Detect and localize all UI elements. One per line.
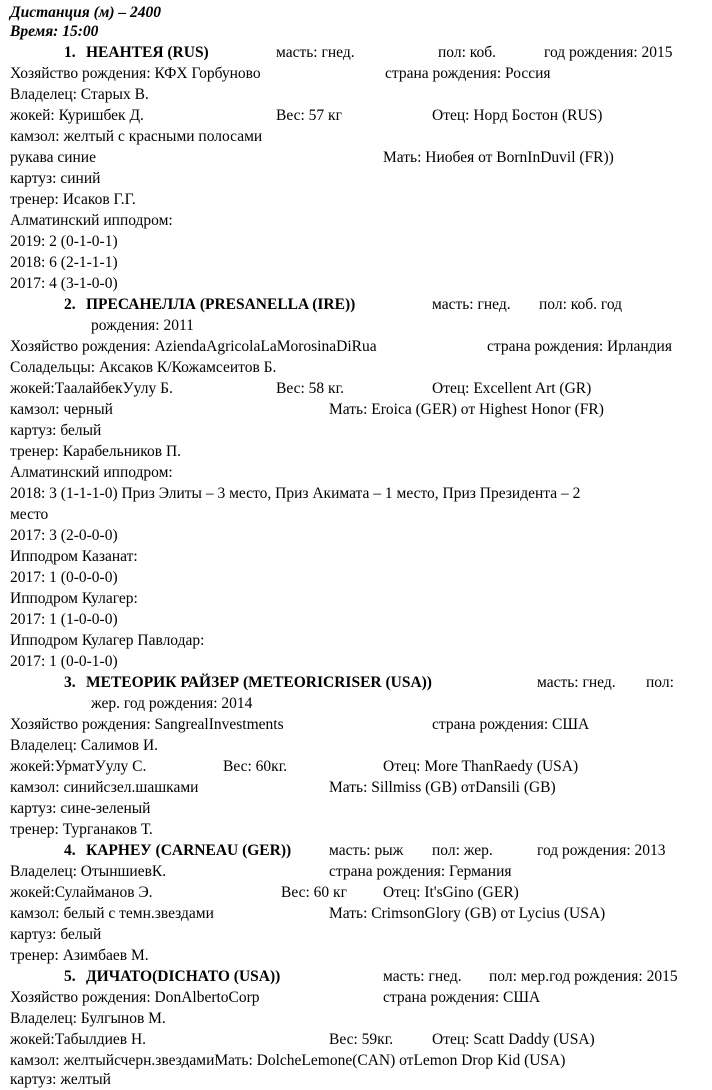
horse-number: 2.	[64, 296, 76, 313]
trainer: тренер: Исаков Г.Г.	[10, 191, 136, 208]
horse-sex-year: пол: коб. год	[539, 296, 623, 313]
season-record: 2017: 4 (3-1-0-0)	[10, 275, 118, 292]
trainer: тренер: Азимбаев М.	[10, 947, 149, 964]
trainer: тренер: Карабельников П.	[10, 443, 182, 460]
sire: Отец: Scatt Daddy (USA)	[432, 1031, 595, 1048]
jockey: жокей:ТаалайбекУулу Б.	[10, 380, 173, 397]
owner: Владелец: Булгынов М.	[10, 1010, 166, 1027]
dam: Мать: CrimsonGlory (GB) от Lycius (USA)	[329, 905, 606, 922]
jacket-colors: камзол: белый с темн.звездами	[10, 905, 214, 922]
horse-title	[64, 672, 432, 693]
sire: Отец: It'sGino (GER)	[383, 884, 519, 901]
season-record: 2018: 6 (2-1-1-1)	[10, 254, 118, 271]
dam: Мать: Ниобея от BornInDuvil (FR))	[383, 149, 614, 166]
owner: Владелец: Старых В.	[10, 86, 149, 103]
season-record: 2017: 1 (1-0-0-0)	[10, 611, 118, 628]
cap-color: картуз: желтый	[10, 1071, 111, 1088]
cap-color: картуз: белый	[10, 926, 102, 943]
cap-color: картуз: белый	[10, 422, 102, 439]
track-name: Алматинский ипподром:	[10, 464, 173, 481]
dam: Мать: Sillmiss (GB) отDansili (GB)	[329, 779, 556, 796]
horse-title	[64, 840, 291, 861]
season-record: 2017: 1 (0-0-1-0)	[10, 653, 118, 670]
breeding-farm: Хозяйство рождения: DonAlbertoCorp	[10, 989, 260, 1006]
birth-country: страна рождения: Россия	[385, 65, 551, 82]
horse-birth-year: рождения: 2011	[91, 317, 194, 334]
start-time-heading: Время: 15:00	[10, 23, 99, 40]
horse-number: 1.	[64, 44, 76, 61]
horse-name: НЕАНТЕЯ (RUS)	[86, 44, 209, 61]
horse-sex-year: жер. год рождения: 2014	[91, 695, 253, 712]
co-owners: Соладельцы: Аксаков К/Кожамсеитов Б.	[10, 359, 277, 376]
breeding-farm: Хозяйство рождения: КФХ Горбуново	[10, 65, 261, 82]
horse-suit: масть: гнед.	[276, 44, 355, 61]
horse-number: 5.	[64, 968, 76, 985]
horse-name: МЕТЕОРИК РАЙЗЕР (METEORICRISER (USA))	[86, 674, 432, 691]
horse-birth-year: год рождения: 2013	[537, 842, 666, 859]
horse-name: ПРЕСАНЕЛЛА (PRESANELLA (IRE))	[86, 296, 356, 313]
jacket-colors: камзол: черный	[10, 401, 113, 418]
horse-suit: масть: гнед.	[432, 296, 511, 313]
track-name: Ипподром Казанат:	[10, 548, 138, 565]
horse-sex: пол: коб.	[438, 44, 497, 61]
horse-number: 3.	[64, 674, 76, 691]
birth-country: страна рождения: Ирландия	[487, 338, 672, 355]
birth-country: страна рождения: США	[432, 716, 590, 733]
weight: Вес: 60 кг	[281, 884, 347, 901]
horse-suit: масть: гнед.	[537, 674, 616, 691]
track-name: Алматинский ипподром:	[10, 212, 173, 229]
cap-color: картуз: сине-зеленый	[10, 800, 151, 817]
horse-suit: масть: рыж	[329, 842, 404, 859]
jockey: жокей:Табылдиев Н.	[10, 1031, 147, 1048]
owner: Владелец: Салимов И.	[10, 737, 159, 754]
dam: Мать: Eroica (GER) от Highest Honor (FR)	[329, 401, 604, 418]
owner: Владелец: ОтыншиевК.	[10, 863, 167, 880]
birth-country: страна рождения: США	[383, 989, 541, 1006]
horse-name: КАРНЕУ (CARNEAU (GER))	[86, 842, 292, 859]
weight: Вес: 59кг.	[329, 1031, 394, 1048]
sire: Отец: More ThanRaedy (USA)	[383, 758, 579, 775]
season-record: 2019: 2 (0-1-0-1)	[10, 233, 118, 250]
horse-title	[64, 966, 280, 987]
birth-country: страна рождения: Германия	[329, 863, 512, 880]
horse-title	[64, 42, 209, 63]
horse-sex: пол: жер.	[432, 842, 493, 859]
season-record: 2017: 1 (0-0-0-0)	[10, 569, 118, 586]
distance-heading: Дистанция (м) – 2400	[10, 4, 162, 21]
breeding-farm: Хозяйство рождения: AziendaAgricolaLaMorosinaDiRua	[10, 338, 377, 355]
trainer: тренер: Турганаков Т.	[10, 821, 153, 838]
sire: Отец: Норд Бостон (RUS)	[432, 107, 603, 124]
jockey: жокей:Сулайманов Э.	[10, 884, 153, 901]
track-name: Ипподром Кулагер:	[10, 590, 138, 607]
jockey: жокей: Куришбек Д.	[10, 107, 144, 124]
track-name: Ипподром Кулагер Павлодар:	[10, 632, 205, 649]
horse-sex-year: пол: мер.год рождения: 2015	[489, 968, 678, 985]
weight: Вес: 57 кг	[276, 107, 342, 124]
horse-title	[64, 294, 355, 315]
cap-color: картуз: синий	[10, 170, 101, 187]
horse-suit: масть: гнед.	[383, 968, 462, 985]
weight: Вес: 58 кг.	[276, 380, 345, 397]
jacket-sleeves: рукава синие	[10, 149, 96, 166]
season-record-continued: место	[10, 506, 49, 523]
jacket-and-dam: камзол: желтыйсчерн.звездамиМать: DolcheLemone(CAN) отLemon Drop Kid (USA)	[10, 1052, 566, 1069]
breeding-farm: Хозяйство рождения: SangrealInvestments	[10, 716, 284, 733]
jacket-colors: камзол: синийсзел.шашками	[10, 779, 199, 796]
jacket-colors: камзол: желтый с красными полосами	[10, 128, 263, 145]
horse-name: ДИЧАТО(DICHATO (USA))	[86, 968, 281, 985]
horse-sex: пол:	[646, 674, 674, 691]
weight: Вес: 60кг.	[223, 758, 288, 775]
season-record: 2018: 3 (1-1-1-0) Приз Элиты – 3 место, Приз Акимата – 1 место, Приз Президента – 2	[10, 485, 581, 502]
jockey: жокей:УрматУулу С.	[10, 758, 147, 775]
horse-number: 4.	[64, 842, 76, 859]
season-record: 2017: 3 (2-0-0-0)	[10, 527, 118, 544]
horse-birth-year: год рождения: 2015	[544, 44, 673, 61]
sire: Отец: Excellent Art (GR)	[432, 380, 592, 397]
